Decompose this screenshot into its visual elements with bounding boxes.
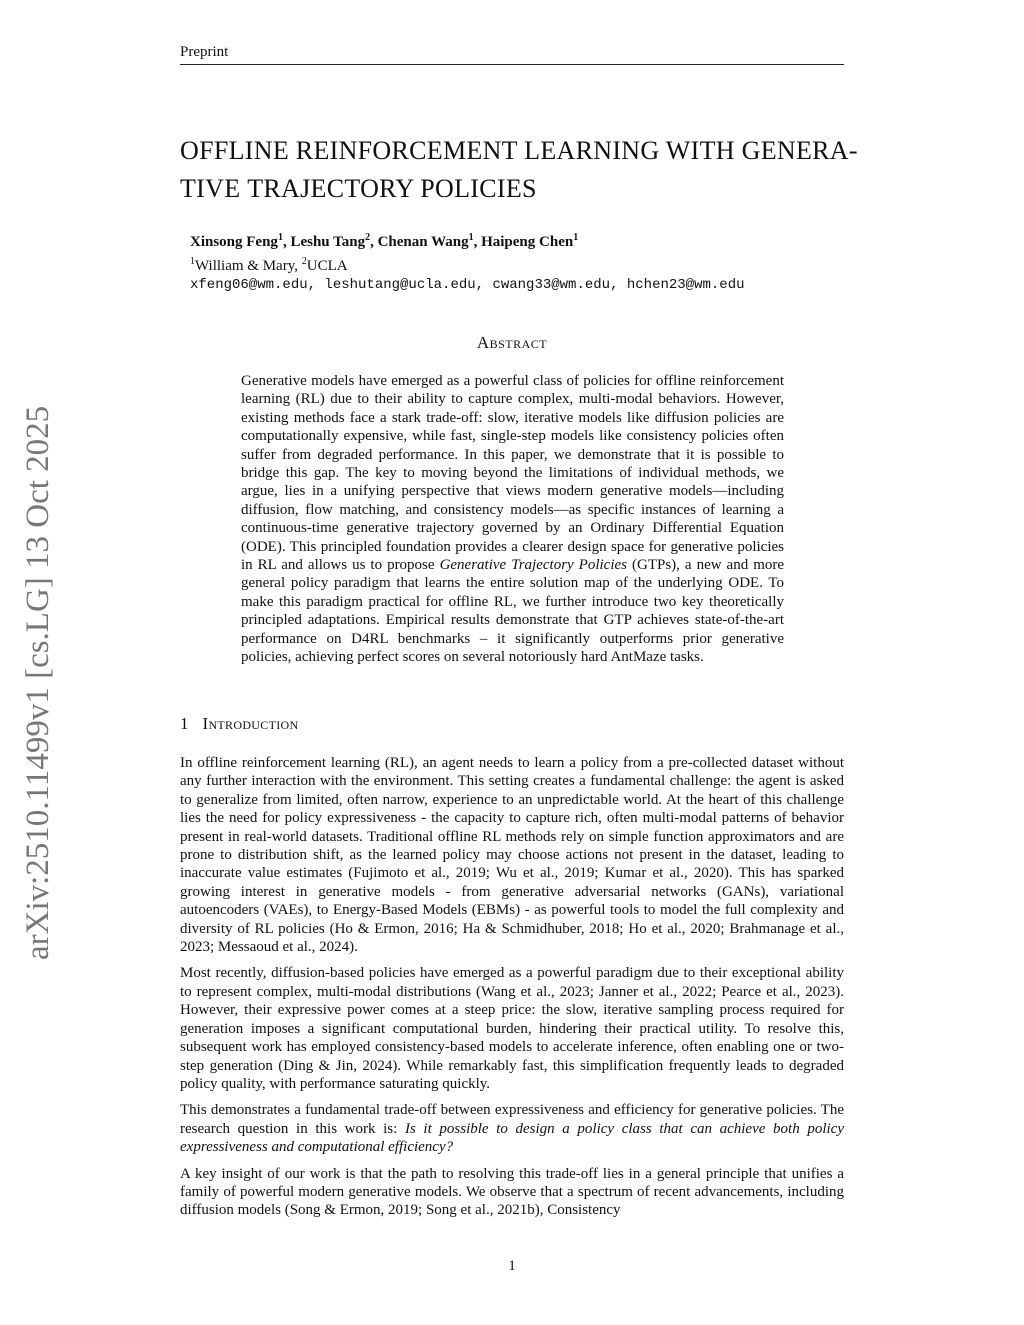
arxiv-stamp: arXiv:2510.11499v1 [cs.LG] 13 Oct 2025	[20, 405, 56, 960]
section-title: Introduction	[202, 714, 299, 733]
introduction-body	[180, 754, 844, 1228]
author-block	[190, 228, 870, 295]
paragraph: This demonstrates a fundamental trade-off between expressiveness and efficiency for generative policies. The research question in this work is: Is it possible to design a policy class that can achieve both policy expressiveness and computational efficiency?	[180, 1102, 844, 1156]
author-emails: xfeng06@wm.edu, leshutang@ucla.edu, cwang33@wm.edu, hchen23@wm.edu	[190, 277, 745, 293]
abstract-heading: Abstract	[476, 333, 548, 352]
author-name: Xinsong Feng	[190, 234, 278, 250]
abstract-text: Generative models have emerged as a powerful class of policies for offline reinforcement learning (RL) due to their ability to capture complex, multi-modal behaviors. However, existing methods face a stark trade-off: slow, iterative models like diffusion policies are computationally expensive, while fast, single-step models like consistency policies often suffer from degraded performance. In this paper, we demonstrate that it is possible to bridge this gap. The key to moving beyond the limitations of individual methods, we argue, lies in a unifying perspective that views modern generative models—including diffusion, flow matching, and consistency models—as specific instances of learning a continuous-time generative trajectory governed by an Ordinary Differential Equation (ODE). This principled foundation provides a clearer design space for generative policies in RL and allows us to propose Generative Trajectory Policies (GTPs), a new and more general policy paradigm that learns the entire solution map of the underlying ODE. To make this paradigm practical for offline RL, we further introduce two key theoretically principled adaptations. Empirical results demonstrate that GTP achieves state-of-the-art performance on D4RL benchmarks – it significantly outperforms prior generative policies, achieving perfect scores on several notoriously hard AntMaze tasks.	[241, 373, 785, 666]
section-number: 1	[180, 714, 189, 733]
running-head-text: Preprint	[180, 44, 229, 60]
author-list: Xinsong Feng$^1$, Leshu Tang$^2$, Chenan Wang$^1$, Haipeng Chen$^1$	[190, 232, 579, 250]
author-name: Leshu Tang	[290, 234, 366, 250]
author-name: Haipeng Chen	[481, 234, 574, 250]
paragraph: In offline reinforcement learning (RL), an agent needs to learn a policy from a pre-collected dataset without any further interaction with the environment. This setting creates a fundamental challenge: the agent is asked to generalize from limited, often narrow, experience to an unpredictable world. At the heart of this challenge lies the need for policy expressiveness - the capacity to capture rich, often multi-modal patterns of behavior present in real-world datasets. Traditional offline RL methods rely on simple function approximators and are prone to distribution shift, as the learned policy may choose actions not present in the dataset, leading to inaccurate value estimates (Fujimoto et al., 2019; Wu et al., 2019; Kumar et al., 2020). This has sparked growing interest in generative models - from generative adversarial networks (GANs), variational autoencoders (VAEs), to Energy-Based Models (EBMs) - as powerful tools to model the full complexity and diversity of RL policies (Ho & Ermon, 2016; Ha & Schmidhuber, 2018; Ho et al., 2020; Brahmanage et al., 2023; Messaoud et al., 2024).	[180, 755, 844, 956]
page-number: 1	[508, 1258, 516, 1274]
running-header	[180, 44, 844, 65]
section-heading-introduction	[180, 714, 298, 734]
paragraph: A key insight of our work is that the path to resolving this trade-off lies in a general principle that unifies a family of powerful modern generative models. We observe that a spectrum of recent advancements, including diffusion models (Song & Ermon, 2019; Song et al., 2021b), Consistency	[180, 1165, 844, 1219]
author-name: Chenan Wang	[377, 234, 469, 250]
paragraph: Most recently, diffusion-based policies have emerged as a powerful paradigm due to their exceptional ability to represent complex, multi-modal distributions (Wang et al., 2023; Janner et al., 2022; Pearce et al., 2023). However, their expressive power comes at a steep price: the slow, iterative sampling process required for generation imposes a significant computational burden, hindering their practical utility. To resolve this, subsequent work has employed consistency-based models to accelerate inference, often enabling one or two-step generation (Ding & Jin, 2024). While remarkably fast, this simplification frequently leads to degraded policy quality, with performance saturating quickly.	[180, 965, 844, 1092]
paper-title: OFFLINE REINFORCEMENT LEARNING WITH GENERA- TIVE TRAJECTORY POLICIES	[180, 136, 858, 203]
affiliations: $^1$William & Mary, $^2$UCLA	[190, 256, 348, 274]
